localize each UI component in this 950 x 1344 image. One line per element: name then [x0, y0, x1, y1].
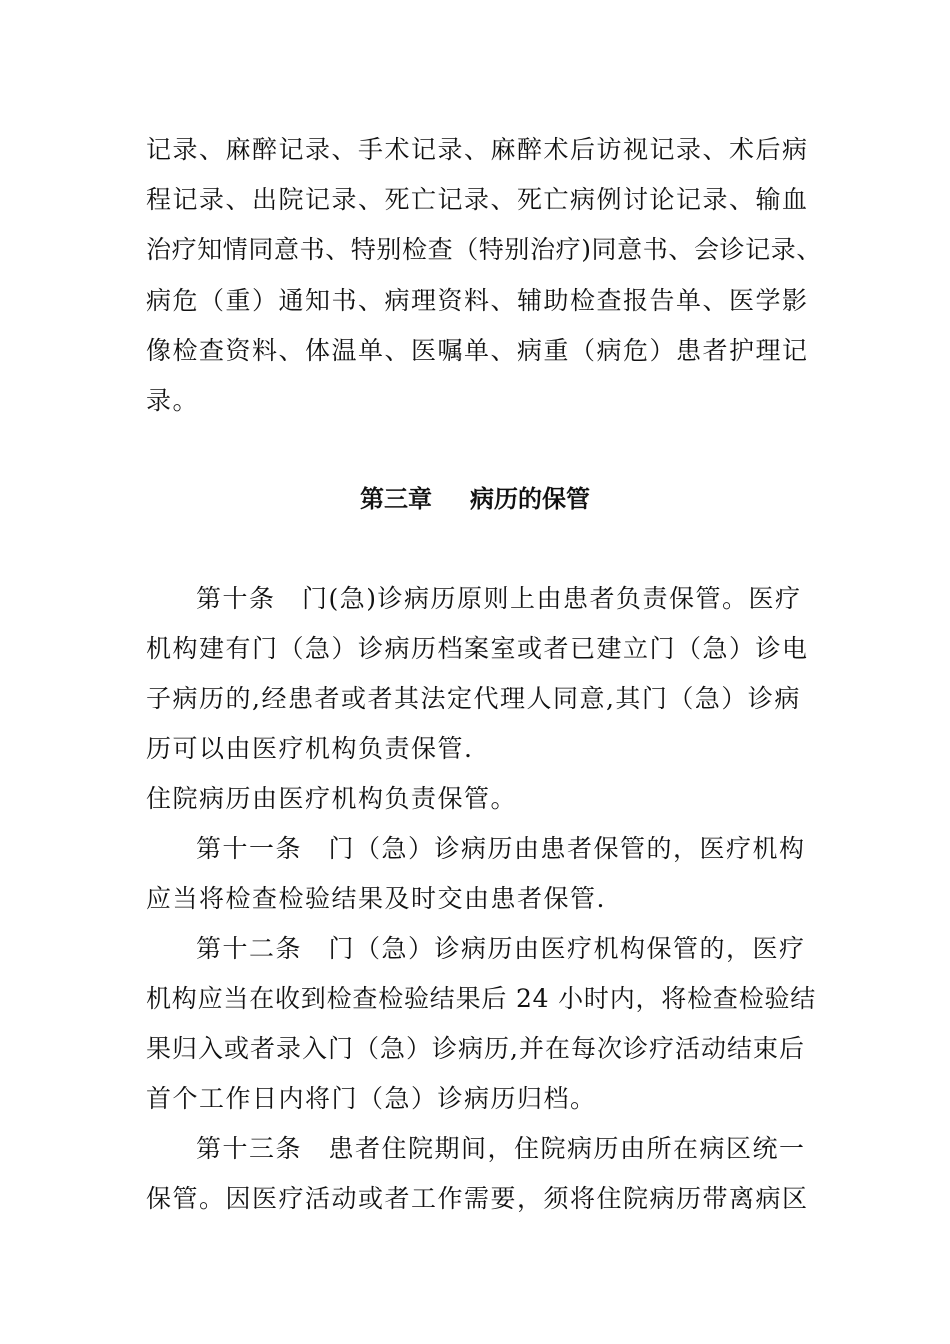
article-11-line: 第十一条 门（急）诊病历由患者保管的，医疗机构 [196, 834, 806, 863]
article-10-line: 第十条 门(急)诊病历原则上由患者负责保管。医疗 [196, 584, 802, 613]
paragraph-line: 治疗知情同意书、特别检查（特别治疗)同意书、会诊记录、 [146, 235, 822, 264]
article-10-line: 机构建有门（急）诊病历档案室或者已建立门（急）诊电 [146, 634, 809, 663]
article-13-line: 保管。因医疗活动或者工作需要，须将住院病历带离病区 [146, 1184, 809, 1213]
article-10-line: 子病历的,经患者或者其法定代理人同意,其门（急）诊病 [146, 684, 801, 713]
chapter-title: 病历的保管 [470, 485, 590, 513]
article-12-line: 果归入或者录入门（急）诊病历,并在每次诊疗活动结束后 [146, 1034, 805, 1063]
paragraph-line: 病危（重）通知书、病理资料、辅助检查报告单、医学影 [146, 286, 809, 315]
paragraph-line: 像检查资料、体温单、医嘱单、病重（病危）患者护理记 [146, 336, 809, 365]
paragraph-line: 记录、麻醉记录、手术记录、麻醉术后访视记录、术后病 [146, 135, 809, 164]
chapter-heading [0, 482, 950, 516]
article-12-line: 机构应当在收到检查检验结果后 24 小时内，将检查检验结 [146, 984, 817, 1013]
article-12-line: 第十二条 门（急）诊病历由医疗机构保管的，医疗 [196, 934, 806, 963]
paragraph-line: 程记录、出院记录、死亡记录、死亡病例讨论记录、输血 [146, 185, 809, 214]
inpatient-note: 住院病历由医疗机构负责保管。 [146, 784, 518, 813]
paragraph-line: 录。 [146, 386, 200, 415]
chapter-number: 第三章 [360, 485, 432, 513]
article-10-line: 历可以由医疗机构负责保管. [146, 734, 474, 763]
article-13-line: 第十三条 患者住院期间，住院病历由所在病区统一 [196, 1134, 806, 1163]
article-12-line: 首个工作日内将门（急）诊病历归档。 [146, 1084, 597, 1113]
article-11-line: 应当将检查检验结果及时交由患者保管. [146, 884, 606, 913]
